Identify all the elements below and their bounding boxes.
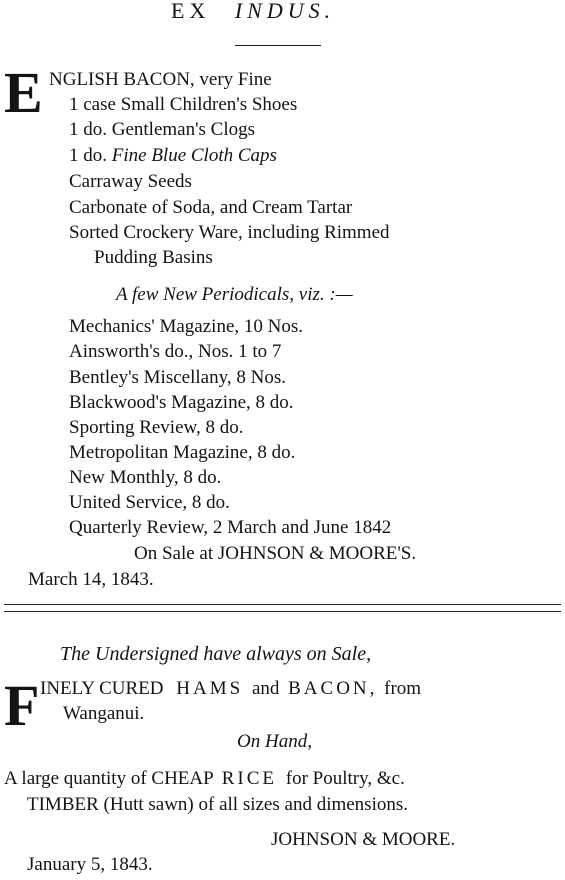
ad1-item: Pudding Basins <box>94 247 213 268</box>
ad1-periodical: Bentley's Miscellany, 8 Nos. <box>69 367 286 388</box>
ad2-line1-a: INELY CURED <box>40 678 164 699</box>
ad2-on-hand: On Hand, <box>237 731 312 752</box>
ad2-line-timber: TIMBER (Hutt sawn) of all sizes and dimensions. <box>27 794 409 815</box>
ad1-heading <box>171 0 335 22</box>
ad2-line1-and: and <box>251 678 280 699</box>
ad1-item: 1 do. Fine Blue Cloth Caps <box>69 145 277 166</box>
ad1-periodical: Quarterly Review, 2 March and June 1842 <box>69 517 392 538</box>
ad1-periodical: Metropolitan Magazine, 8 do. <box>69 442 296 463</box>
ad2-rice-a: A large quantity of CHEAP <box>4 768 213 789</box>
ad2-line1-bacon: BACON, <box>288 678 378 699</box>
ad1-item: 1 case Small Children's Shoes <box>69 94 298 115</box>
ad2-rice-b: RICE <box>221 768 278 789</box>
ad2-signature: JOHNSON & MOORE. <box>271 829 456 850</box>
ad1-periodicals-heading: A few New Periodicals, viz. :— <box>116 284 353 305</box>
ad1-item-italic: Fine Blue Cloth Caps <box>111 145 277 166</box>
ad2-heading: The Undersigned have always on Sale, <box>60 643 372 665</box>
ad1-item: Carraway Seeds <box>69 171 192 192</box>
ad2-date: January 5, 1843. <box>27 854 153 875</box>
ad1-periodical: Mechanics' Magazine, 10 Nos. <box>69 316 303 337</box>
ad-divider-rule <box>4 604 561 605</box>
ad1-periodical: New Monthly, 8 do. <box>69 467 222 488</box>
ad2-line1-hams: HAMS <box>176 678 244 699</box>
ad2-line-wanganui: Wanganui. <box>63 703 145 724</box>
ad2-drop-cap: F <box>4 673 40 738</box>
ad1-periodical: Sporting Review, 8 do. <box>69 417 244 438</box>
ad1-periodical: United Service, 8 do. <box>69 492 230 513</box>
ad1-drop-cap: E <box>4 60 43 125</box>
ad-divider-rule-thin <box>4 611 561 612</box>
ad2-line1-from: from <box>384 678 422 699</box>
ad1-periodical: Ainsworth's do., Nos. 1 to 7 <box>69 341 282 362</box>
ad1-line-english-bacon: NGLISH BACON, very Fine <box>49 69 272 90</box>
ad1-heading-ex: EX <box>171 0 211 23</box>
ad1-item: Sorted Crockery Ware, including Rimmed <box>69 222 390 243</box>
ad1-item: 1 do. Gentleman's Clogs <box>69 119 256 140</box>
ad1-on-sale: On Sale at JOHNSON & MOORE'S. <box>134 543 417 564</box>
ad2-rice-c: for Poultry, &c. <box>285 768 405 789</box>
ad2-line-hams-bacon <box>40 678 421 700</box>
ad2-line-rice <box>4 768 405 790</box>
ad1-heading-rule <box>235 45 321 46</box>
ad1-item: Carbonate of Soda, and Cream Tartar <box>69 197 353 218</box>
ad1-periodical: Blackwood's Magazine, 8 do. <box>69 392 294 413</box>
ad1-heading-indus: INDUS. <box>234 0 336 23</box>
ad1-date: March 14, 1843. <box>28 569 154 590</box>
